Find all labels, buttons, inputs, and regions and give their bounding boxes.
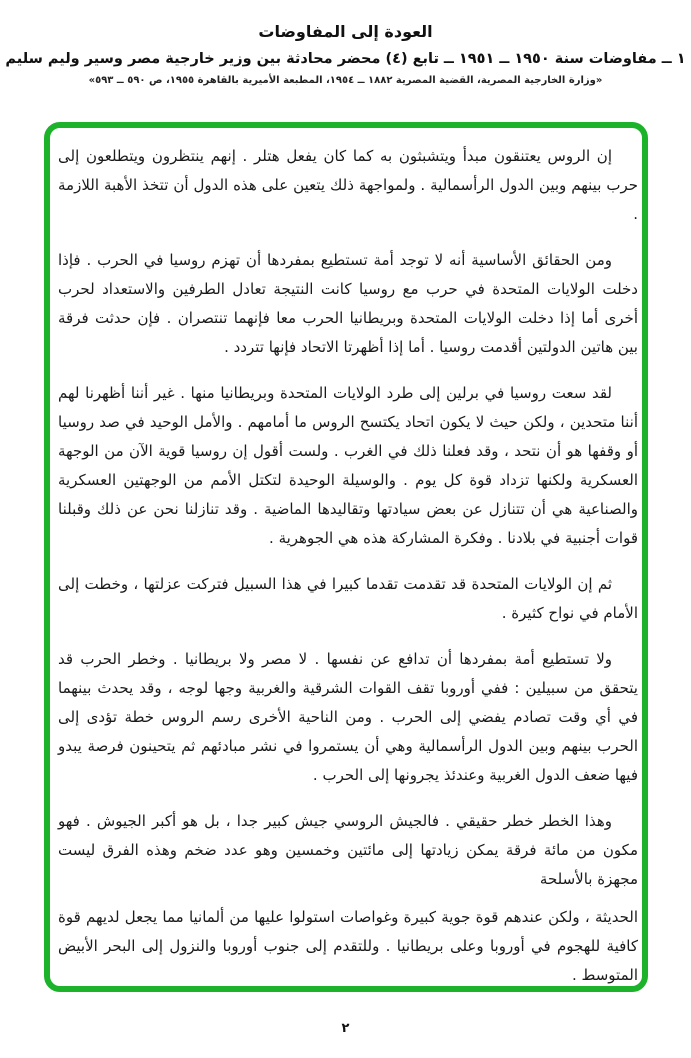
page-header — [0, 22, 691, 86]
paragraph: ومن الحقائق الأساسية أنه لا توجد أمة تستطيع بمفردها أن تهزم روسيا في الحرب . فإذا دخلت الولايات المتحدة في حرب مع روسيا كانت النتيجة تعادل الطرفين والاستعداد لحرب أخرى أما إذا دخلت الولايات المتحدة وبريطانيا الحرب معا فإنهما تنتصران . فإن حدثت فرقة بين هاتين الدولتين أقدمت روسيا . أما إذا أظهرتا الاتحاد فإنها تتردد . — [58, 251, 638, 356]
document-body — [58, 142, 638, 1007]
paragraph: لقد سعت روسيا في برلين إلى طرد الولايات المتحدة وبريطانيا منها . غير أننا أظهرنا لهم أننا متحدين ، ولكن حيث لا يكون اتحاد يكتسح الروس ما أمامهم . والأمل الوحيد في صد روسيا أو وقفها هو أن نتحد ، وقد فعلنا ذلك في الغرب . ولست أقول إن روسيا قوية الآن من الوجهة العسكرية ولكنها تزداد قوة كل يوم . والوسيلة الوحيدة لتكتل الأمم من الوجهتين العسكرية والصناعية هي أن تتنازل عن بعض سيادتها وتقاليدها الماضية . وقد تنازلنا نحن عن ذلك وقبلنا قوات أجنبية في بلادنا . وفكرة المشاركة هذه هي الجوهرية . — [58, 384, 638, 547]
page-number: ٢ — [341, 1021, 350, 1036]
paragraph: ولا تستطيع أمة بمفردها أن تدافع عن نفسها . لا مصر ولا بريطانيا . وخطر الحرب قد يتحقق من سبيلين : ففي أوروبا تقف القوات الشرقية والغربية وجها لوجه ، وقد يحدث بينهما في أي وقت تصادم يفضي إلى الحرب . ومن الناحية الأخرى رسم الروس خطة تؤدى إلى الحرب بينهم وبين الدول الرأسمالية وهي أن يستمروا في نشر مبادئهم ثم يتحينون فرصة يبدو فيها ضعف الدول الغربية وعندئذ يجرونها إلى الحرب . — [58, 650, 638, 784]
paragraph: وهذا الخطر خطر حقيقي . فالجيش الروسي جيش كبير جدا ، بل هو أكبر الجيوش . فهو مكون من مائة فرقة يمكن زيادتها إلى مائتين وخمسين وهو عدد ضخم وهذه الفرق ليست مجهزة بالأسلحة — [58, 812, 638, 888]
document-title: العودة إلى المفاوضات — [258, 22, 433, 41]
document-subtitle: ١ ــ مفاوضات سنة ١٩٥٠ ــ ١٩٥١ ــ تابع (٤) محضر محادثة بين وزير خارجية مصر وسير وليم سليم — [5, 51, 686, 67]
paragraph: إن الروس يعتنقون مبدأ ويتشبثون به كما كان يفعل هتلر . إنهم ينتظرون ويتطلعون إلى حرب بينهم وبين الدول الرأسمالية . ولمواجهة ذلك يتعين على هذه الدول أن تتخذ الأهبة اللازمة . — [58, 147, 638, 223]
document-citation: «وزارة الخارجية المصرية، القضية المصرية ١٨٨٢ ــ ١٩٥٤، المطبعة الأميرية بالقاهرة ١٩٥٥، ص ٥٩٠ ــ ٥٩٣» — [88, 75, 603, 86]
paragraph: ثم إن الولايات المتحدة قد تقدمت تقدما كبيرا في هذا السبيل فتركت عزلتها ، وخطت إلى الأمام في نواح كثيرة . — [58, 575, 638, 622]
paragraph-continuation: الحديثة ، ولكن عندهم قوة جوية كبيرة وغواصات استولوا عليها من ألمانيا مما يجعل لديهم قوة كافية للهجوم في أوروبا وعلى بريطانيا . وللتقدم إلى جنوب أوروبا والنزول إلى البحر الأبيض المتوسط . — [58, 908, 638, 984]
